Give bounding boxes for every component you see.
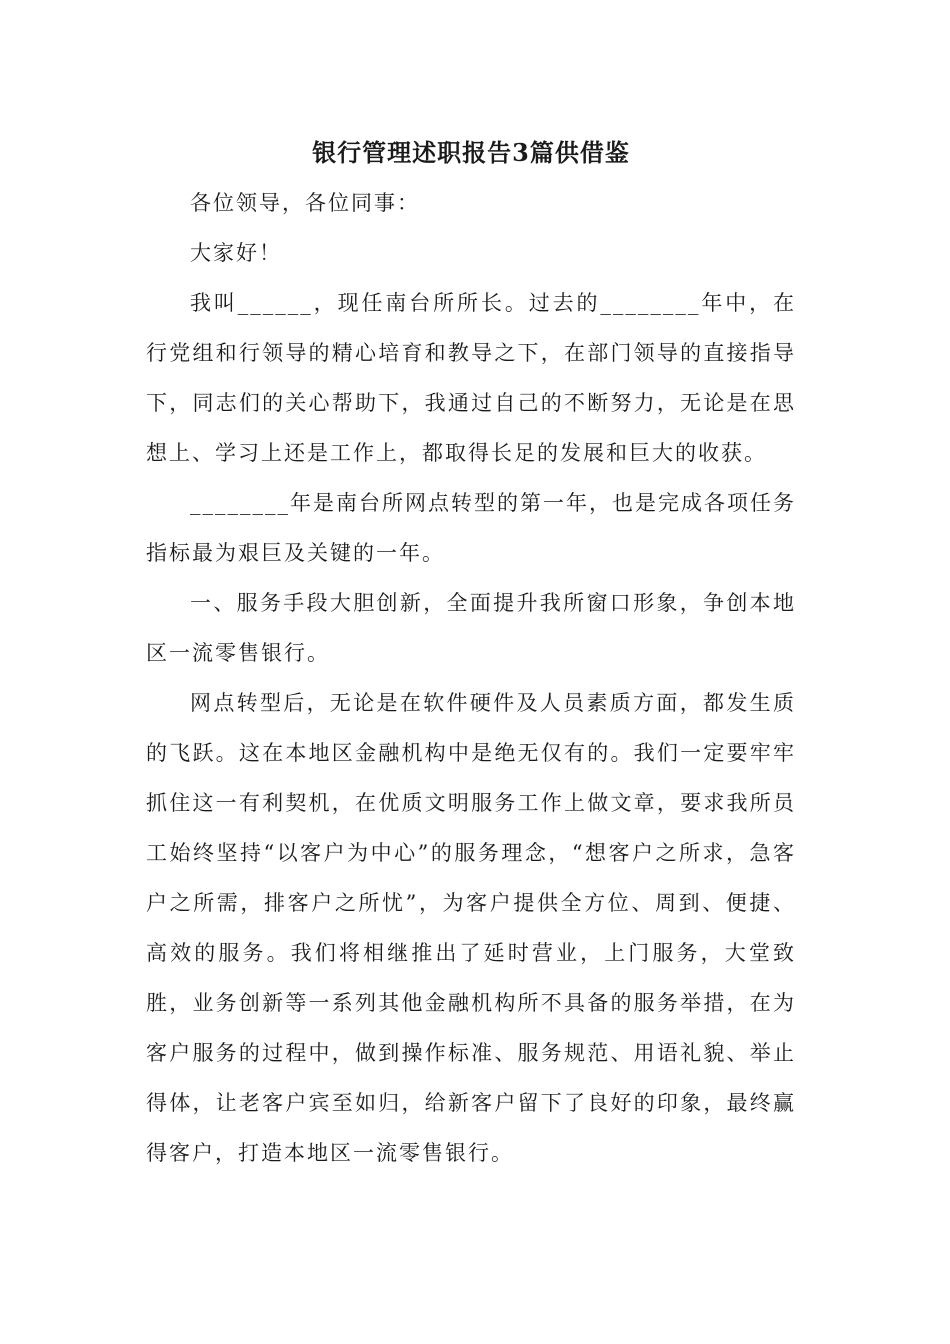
document-body [146,128,796,1178]
paragraph-salutation: 各位领导，各位同事： [190,191,420,215]
paragraph-introduction: 我叫______，现任南台所所长。过去的________年中，在行党组和行领导的精心培育和教导之下，在部门领导的直接指导下，同志们的关心帮助下，我通过自己的不断努力，无论是在思想上、学习上还是工作上，都取得长足的发展和巨大的收获。 [146,291,796,465]
paragraph-section-heading: 一、服务手段大胆创新，全面提升我所窗口形象，争创本地区一流零售银行。 [146,591,796,665]
paragraph-transformation-year: ________年是南台所网点转型的第一年，也是完成各项任务指标最为艰巨及关键的一年。 [146,491,796,565]
paragraph-greeting: 大家好！ [190,241,282,265]
document-title: 银行管理述职报告3篇供借鉴 [312,138,630,167]
paragraph-service-details: 网点转型后，无论是在软件硬件及人员素质方面，都发生质的飞跃。这在本地区金融机构中是绝无仅有的。我们一定要牢牢抓住这一有利契机，在优质文明服务工作上做文章，要求我所员工始终坚持“以客户为中心”的服务理念，“想客户之所求，急客户之所需，排客户之所忧”，为客户提供全方位、周到、便捷、高效的服务。我们将相继推出了延时营业，上门服务，大堂致胜，业务创新等一系列其他金融机构所不具备的服务举措，在为客户服务的过程中，做到操作标准、服务规范、用语礼貌、举止得体，让老客户宾至如归，给新客户留下了良好的印象，最终赢得客户，打造本地区一流零售银行。 [146,691,796,1165]
